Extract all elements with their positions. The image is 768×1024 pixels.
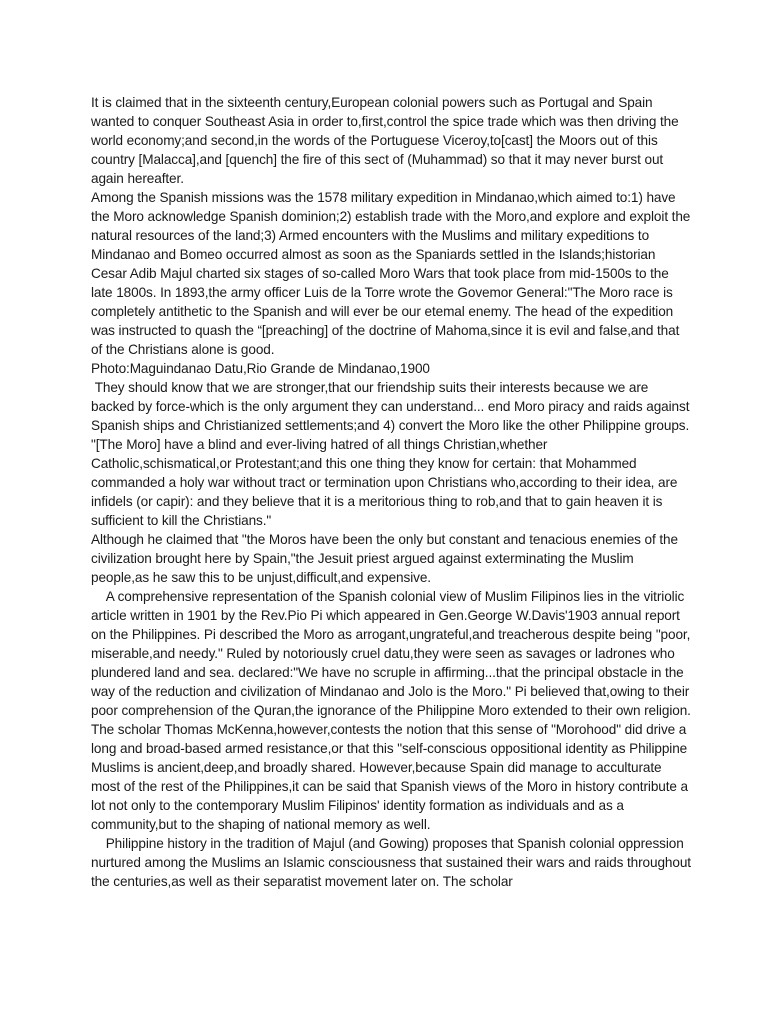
paragraph-jesuit-priest: Although he claimed that "the Moros have been the only but constant and tenacious enemies of the civilization brought here by Spain,"the Jesuit priest argued against exterminating the Muslim people,as he saw this to be unjust,difficult,and expensive. [91, 532, 682, 585]
paragraph-photo-caption: Photo:Maguindanao Datu,Rio Grande de Mindanao,1900 [91, 361, 430, 376]
paragraph-moro-hatred-quote: "[The Moro] have a blind and ever-living hatred of all things Christian,whether Catholic,schismatical,or Protestant;and this one thing they know for certain: that Mohammed commanded a holy war without tract or termination upon Christians who,according to their idea, are infidels (or capir): and they believe that it is a meritorious thing to rob,and that to gain heaven it is sufficient to kill the Christians." [91, 437, 682, 528]
paragraph-spice-trade: It is claimed that in the sixteenth century,European colonial powers such as Portugal and Spain wanted to conquer Southeast Asia in order to,first,control the spice trade which was then driving the world economy;and second,in the words of the Portuguese Viceroy,to[cast] the Moors out of this country [Malacca],and [quench] the fire of this sect of (Muhammad) so that it may never burst out again hereafter. [91, 95, 683, 186]
paragraph-mckenna: The scholar Thomas McKenna,however,contests the notion that this sense of "Morohood" did drive a long and broad-based armed resistance,or that this "self-conscious oppositional identity as Philippine Muslims is ancient,deep,and broadly shared. However,because Spain did manage to acculturate most of the rest of the Philippines,it can be said that Spanish views of the Moro in history contribute a lot not only to the contemporary Muslim Filipinos' identity formation as individuals and as a community,but to the shaping of national memory as well. [91, 722, 692, 832]
paragraph-1578-expedition: Among the Spanish missions was the 1578 military expedition in Mindanao,which aimed to:1) have the Moro acknowledge Spanish dominion;2) establish trade with the Moro,and explore and exploit the natural resources of the land;3) Armed encounters with the Muslims and military expeditions to Mindanao and Bomeo occurred almost as soon as the Spaniards settled in the Islands;historian Cesar Adib Majul charted six stages of so-called Moro Wars that took place from mid-1500s to the late 1800s. In 1893,the army officer Luis de la Torre wrote the Govemor General:"The Moro race is completely antithetic to the Spanish and will ever be our etemal enemy. The head of the expedition was instructed to quash the “[preaching] of the doctrine of Mahoma,since it is evil and false,and that of the Christians alone is good. [91, 190, 694, 357]
document-page [91, 93, 695, 891]
paragraph-pio-pi: A comprehensive representation of the Spanish colonial view of Muslim Filipinos lies in the vitriolic article written in 1901 by the Rev.Pio Pi which appeared in Gen.George W.Davis'1903 annual report on the Philippines. Pi described the Moro as arrogant,ungrateful,and treacherous despite being "poor, miserable,and needy." Ruled by notoriously cruel datu,they were seen as savages or ladrones who plundered land and sea. declared:"We have no scruple in affirming...that the principal obstacle in the way of the reduction and civilization of Mindanao and Jolo is the Moro." Pi believed that,owing to their poor comprehension of the Quran,the ignorance of the Philippine Moro extended to their own religion. [91, 589, 694, 718]
paragraph-stronger: They should know that we are stronger,that our friendship suits their interests because we are backed by force-which is the only argument they can understand... end Moro piracy and raids against Spanish ships and Christianized settlements;and 4) convert the Moro like the other Philippine groups. [91, 380, 694, 433]
paragraph-majul-gowing: Philippine history in the tradition of Majul (and Gowing) proposes that Spanish colonial oppression nurtured among the Muslims an Islamic consciousness that sustained their wars and raids throughout the centuries,as well as their separatist movement later on. The scholar [91, 836, 695, 889]
